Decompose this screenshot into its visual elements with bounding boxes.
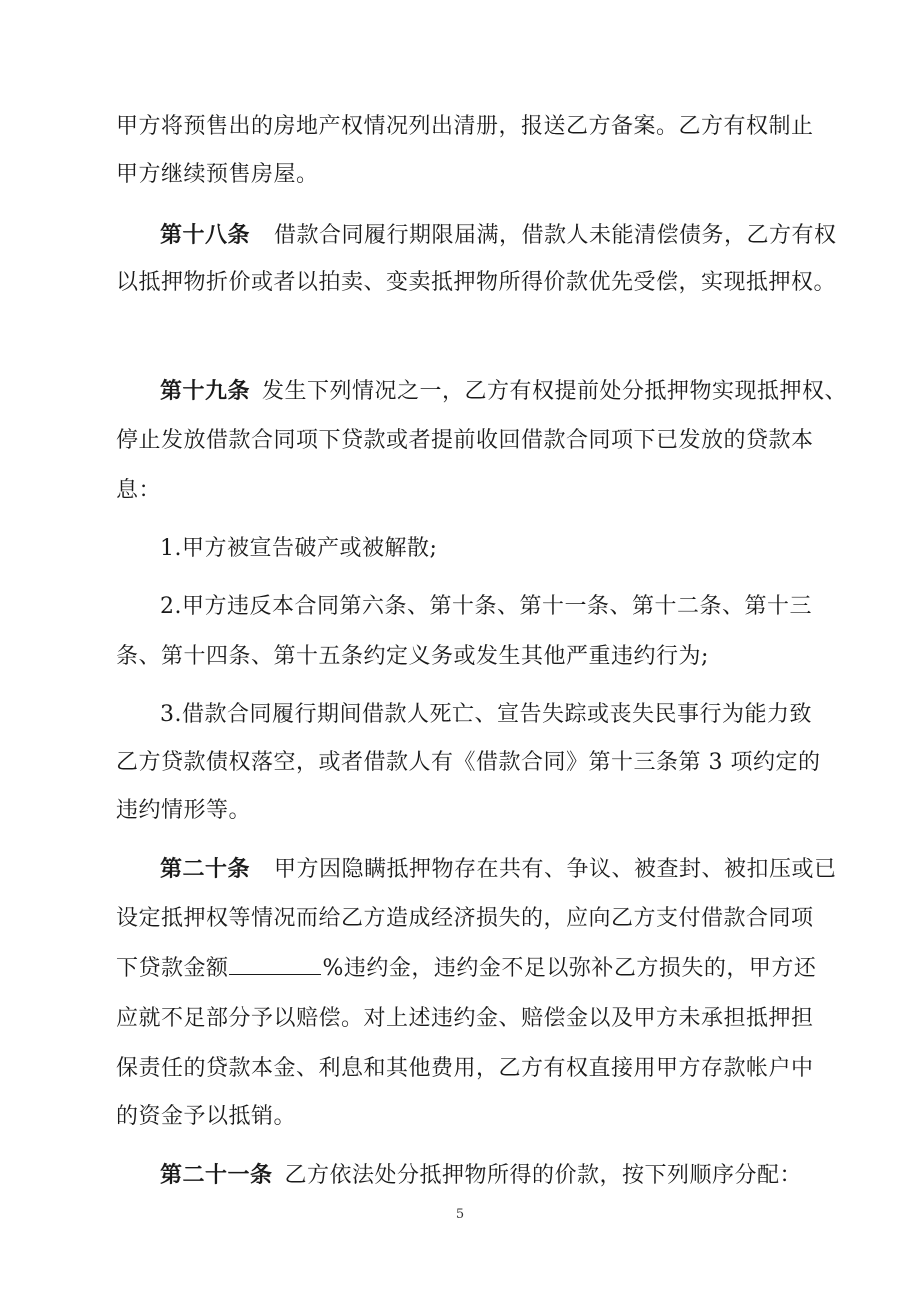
clause21-line1: 乙方依法处分抵押物所得的价款，按下列顺序分配： [284,1163,803,1188]
clause19-item3-line2: 乙方贷款债权落空，或者借款人有《借款合同》第十三条第 3 项约定的 [116,750,821,775]
clause19-paragraph-first-line [160,376,847,407]
clause19-item2-line1: 2.甲方违反本合同第六条、第十条、第十一条、第十二条、第十三 [160,594,812,619]
clause18-paragraph-first-line [160,220,837,251]
clause20-paragraph-first-line [160,854,837,885]
clause17-line2: 甲方继续预售房屋。 [116,162,319,187]
clause18-line1: 借款合同履行期限届满，借款人未能清偿债务，乙方有权 [274,223,837,248]
clause19-line3: 息： [116,478,162,503]
clause19-line2: 停止发放借款合同项下贷款或者提前收回借款合同项下已发放的贷款本 [116,428,814,453]
clause20-line1: 甲方因隐瞒抵押物存在共有、争议、被查封、被扣压或已 [274,857,837,882]
clause19-item3-line3: 违约情形等。 [116,798,252,823]
clause21-paragraph-first-line [160,1160,802,1191]
percentage-blank-field [229,954,321,975]
clause17-line1: 甲方将预售出的房地产权情况列出清册，报送乙方备案。乙方有权制止 [116,114,814,139]
clause20-line4: 应就不足部分予以赔偿。对上述违约金、赔偿金以及甲方未承担抵押担 [116,1006,814,1031]
clause21-heading: 第二十一条 [160,1162,273,1188]
page-number: 5 [455,1207,465,1222]
clause20-line6: 的资金予以抵销。 [116,1104,297,1129]
clause19-item3-line1: 3.借款合同履行期间借款人死亡、宣告失踪或丧失民事行为能力致 [160,702,812,727]
clause20-line3 [116,954,816,984]
clause18-line2: 以抵押物折价或者以拍卖、变卖抵押物所得价款优先受偿，实现抵押权。 [116,270,837,295]
clause20-heading: 第二十条 [160,856,251,882]
clause19-item1: 1.甲方被宣告破产或被解散; [160,536,438,561]
clause20-line3-before: 下贷款金额 [116,956,229,981]
clause19-heading: 第十九条 [160,378,251,404]
clause19-line1: 发生下列情况之一，乙方有权提前处分抵押物实现抵押权、 [262,379,848,404]
clause19-item2-line2: 条、第十四条、第十五条约定义务或发生其他严重违约行为; [116,644,709,669]
clause20-line2: 设定抵押权等情况而给乙方造成经济损失的，应向乙方支付借款合同项 [116,906,814,931]
clause20-line5: 保责任的贷款本金、利息和其他费用，乙方有权直接用甲方存款帐户中 [116,1056,814,1081]
clause18-heading: 第十八条 [160,222,251,248]
clause20-line3-after: %违约金，违约金不足以弥补乙方损失的，甲方还 [322,956,817,981]
